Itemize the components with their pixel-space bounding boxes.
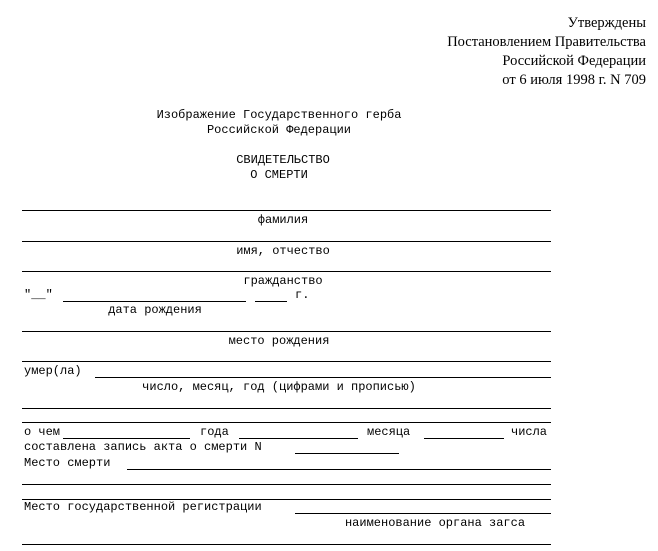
birth-place-caption: место рождения xyxy=(228,334,330,348)
day-word: числа xyxy=(511,425,548,439)
approval-line-1: Утверждены xyxy=(567,15,646,31)
approval-line-3: Российской Федерации xyxy=(502,53,646,69)
died-date-line xyxy=(95,377,551,378)
birth-day-quotes: "__" xyxy=(24,288,53,302)
record-day-line xyxy=(63,438,190,439)
birth-date-caption: дата рождения xyxy=(108,303,202,317)
birth-place-line-2 xyxy=(22,361,551,362)
document-title: СВИДЕТЕЛЬСТВО xyxy=(236,153,330,167)
record-month-line xyxy=(424,438,504,439)
registration-place-line xyxy=(295,513,551,514)
about-label: о чем xyxy=(24,425,61,439)
name-caption: имя, отчество xyxy=(236,244,330,258)
birth-month-line xyxy=(63,301,246,302)
citizenship-line xyxy=(22,271,551,272)
death-place-line-2 xyxy=(22,484,551,485)
death-place-label: Место смерти xyxy=(24,456,111,470)
died-date-line-2 xyxy=(22,408,551,409)
document-subtitle: О СМЕРТИ xyxy=(250,168,308,182)
year-word: года xyxy=(200,425,229,439)
record-text: составлена запись акта о смерти N xyxy=(24,440,262,454)
separator-line xyxy=(22,422,551,423)
died-label: умер(ла) xyxy=(24,364,82,378)
registry-office-caption: наименование органа загса xyxy=(344,516,526,530)
record-number-line xyxy=(295,453,399,454)
registration-place-label: Место государственной регистрации xyxy=(24,500,262,514)
citizenship-caption: гражданство xyxy=(243,274,323,288)
died-date-caption: число, месяц, год (цифрами и прописью) xyxy=(142,380,416,394)
birth-year-line xyxy=(255,301,287,302)
death-place-line xyxy=(127,469,551,470)
birth-place-line xyxy=(22,331,551,332)
approval-line-4: от 6 июля 1998 г. N 709 xyxy=(502,72,646,88)
registry-office-line xyxy=(22,544,551,545)
surname-caption: фамилия xyxy=(257,213,309,227)
record-year-line xyxy=(239,438,358,439)
approval-line-2: Постановлением Правительства xyxy=(447,34,646,50)
emblem-placeholder-line-1: Изображение Государственного герба xyxy=(156,108,402,122)
name-line xyxy=(22,241,551,242)
birth-year-suffix: г. xyxy=(295,288,310,302)
approval-block xyxy=(447,14,646,90)
surname-line xyxy=(22,210,551,211)
emblem-placeholder-line-2: Российской Федерации xyxy=(206,123,352,137)
month-word: месяца xyxy=(367,425,411,439)
